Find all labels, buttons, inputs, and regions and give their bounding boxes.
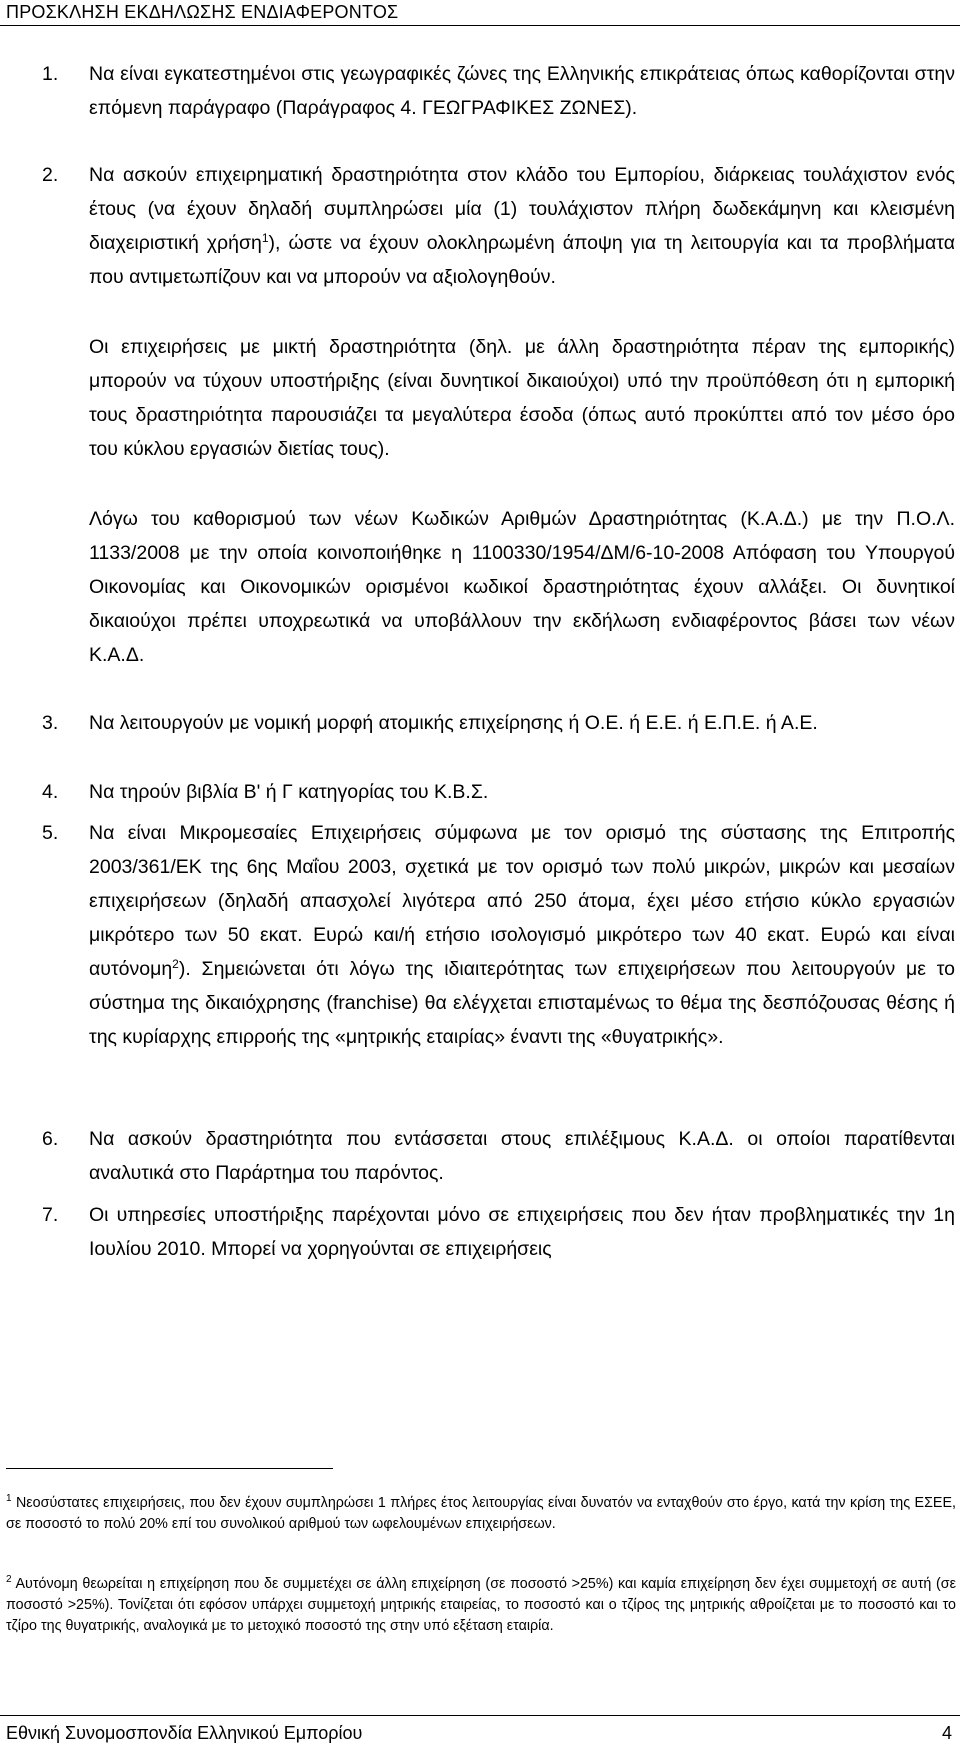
footnote-2 bbox=[6, 1574, 956, 1637]
list-number: 4. bbox=[42, 781, 59, 803]
text-segment: Να ασκούν επιχειρηματική δραστηριότητα στον κλάδο του Εμπορίου, διάρκειας τουλάχιστον ενός έτους (να έχουν δηλαδή συμπληρώσει μία (1) τουλάχιστον πλήρη δωδεκάμηνη και κλεισμένη διαχειριστική χρήση bbox=[89, 164, 955, 254]
text-segment: ), ώστε να έχουν ολοκληρωμένη άποψη για τη λειτουργία και τα προβλήματα που αντιμετωπίζουν και να μπορούν να αξιολογηθούν. bbox=[89, 232, 955, 288]
list-item-text bbox=[89, 816, 955, 1054]
footer-organization: Εθνική Συνομοσπονδία Ελληνικού Εμπορίου bbox=[6, 1723, 363, 1743]
footnote-ref-2: 2 bbox=[172, 957, 179, 971]
list-number: 1. bbox=[42, 63, 59, 85]
paragraph-mixed-activity: Οι επιχειρήσεις με μικτή δραστηριότητα (δηλ. με άλλη δραστηριότητα πέραν της εμπορικής) μπορούν να τύχουν υποστήριξης (είναι δυνητικοί δικαιούχοι) υπό την προϋπόθεση ότι η εμπορική τους δραστηριότητα παρουσιάζει τα μεγαλύτερα έσοδα (όπως αυτό προκύπτει από τον μέσο όρο του κύκλου εργασιών διετίας τους). bbox=[89, 336, 955, 460]
list-number: 5. bbox=[42, 822, 59, 844]
list-item-text: Να είναι εγκατεστημένοι στις γεωγραφικές ζώνες της Ελληνικής επικράτειας όπως καθορίζονται στην επόμενη παράγραφο (Παράγραφος 4. ΓΕΩΓΡΑΦΙΚΕΣ ΖΩΝΕΣ). bbox=[89, 63, 955, 119]
list-item-text: Να τηρούν βιβλία Β' ή Γ κατηγορίας του Κ.Β.Σ. bbox=[89, 781, 489, 803]
footnote-number: 2 bbox=[6, 1574, 12, 1585]
text-segment: Να είναι Μικρομεσαίες Επιχειρήσεις σύμφωνα με τον ορισμό της σύστασης της Επιτροπής 2003/361/ΕΚ της 6ης Μαΐου 2003, σχετικά με τον ορισμό των πολύ μικρών, μικρών και μεσαίων επιχειρήσεων (δηλαδή απασχολεί λιγότερα από 250 άτομα, έχει μέσο ετήσιο κύκλο εργασιών μικρότερο των 50 εκατ. Ευρώ και/ή ετήσιο ισολογισμό μικρότερο των 40 εκατ. Ευρώ και είναι αυτόνομη bbox=[89, 822, 955, 980]
list-item-text: Να ασκούν δραστηριότητα που εντάσσεται στους επιλέξιμους Κ.Α.Δ. οι οποίοι παρατίθενται αναλυτικά στο Παράρτημα του παρόντος. bbox=[89, 1128, 955, 1184]
footer-separator bbox=[0, 1715, 960, 1716]
footnote-number: 1 bbox=[6, 1493, 12, 1504]
list-number: 6. bbox=[42, 1128, 59, 1150]
list-item-text bbox=[89, 158, 955, 294]
footnote-1 bbox=[6, 1493, 956, 1535]
list-number: 7. bbox=[42, 1204, 59, 1226]
paragraph-kad-codes: Λόγω του καθορισμού των νέων Κωδικών Αριθμών Δραστηριότητας (Κ.Α.Δ.) με την Π.Ο.Λ. 1133/2008 με την οποία κοινοποιήθηκε η 1100330/1954/ΔΜ/6-10-2008 Απόφαση του Υπουργού Οικονομίας και Οικονομικών ορισμένοι κωδικοί δραστηριότητας έχουν αλλάξει. Οι δυνητικοί δικαιούχοι πρέπει υποχρεωτικά να υποβάλλουν την εκδήλωση ενδιαφέροντος βάσει των νέων Κ.Α.Δ. bbox=[89, 508, 955, 666]
footnote-text: Αυτόνομη θεωρείται η επιχείρηση που δε συμμετέχει σε άλλη επιχείρηση (σε ποσοστό >25%) και καμία επιχείρηση δεν έχει συμμετοχή σε αυτή (σε ποσοστό >25%). Τονίζεται ότι εφόσον υπάρχει συμμετοχή μητρικής εταιρείας, το ποσοστό και ο τζίρος της μητρικής αθροίζεται με το ποσοστό και το τζίρο της θυγατρικής, αναλογικά με το μετοχικό ποσοστό της στην υπό εξέταση εταιρία. bbox=[6, 1576, 956, 1634]
list-item-text: Να λειτουργούν με νομική μορφή ατομικής επιχείρησης ή Ο.Ε. ή Ε.Ε. ή Ε.Π.Ε. ή Α.Ε. bbox=[89, 712, 818, 734]
text-segment: ). Σημειώνεται ότι λόγω της ιδιαιτερότητας των επιχειρήσεων που λειτουργούν με το σύστημα της δικαιόχρησης (franchise) θα ελέγχεται επισταμένως το θέμα της δεσπόζουσας θέσης ή της κυρίαρχης επιρροής της «μητρικής εταιρίας» έναντι της «θυγατρικής». bbox=[89, 958, 955, 1048]
page-header bbox=[0, 0, 960, 26]
header-title: ΠΡΟΣΚΛΗΣΗ ΕΚΔΗΛΩΣΗΣ ΕΝΔΙΑΦΕΡΟΝΤΟΣ bbox=[6, 2, 399, 22]
page-number: 4 bbox=[941, 1723, 952, 1743]
list-item-text: Οι υπηρεσίες υποστήριξης παρέχονται μόνο σε επιχειρήσεις που δεν ήταν προβληματικές την 1η Ιουλίου 2010. Μπορεί να χορηγούνται σε επιχειρήσεις bbox=[89, 1204, 955, 1260]
footnote-text: Νεοσύστατες επιχειρήσεις, που δεν έχουν συμπληρώσει 1 πλήρες έτος λειτουργίας είναι δυνατόν να ενταχθούν στο έργο, κατά την κρίση της ΕΣΕΕ, σε ποσοστό το πολύ 20% επί του συνολικού αριθμού των ωφελουμένων επιχειρήσεων. bbox=[6, 1495, 956, 1532]
list-number: 2. bbox=[42, 164, 59, 186]
footnote-ref-1: 1 bbox=[261, 231, 269, 245]
list-number: 3. bbox=[42, 712, 59, 734]
footnote-separator bbox=[6, 1468, 333, 1469]
